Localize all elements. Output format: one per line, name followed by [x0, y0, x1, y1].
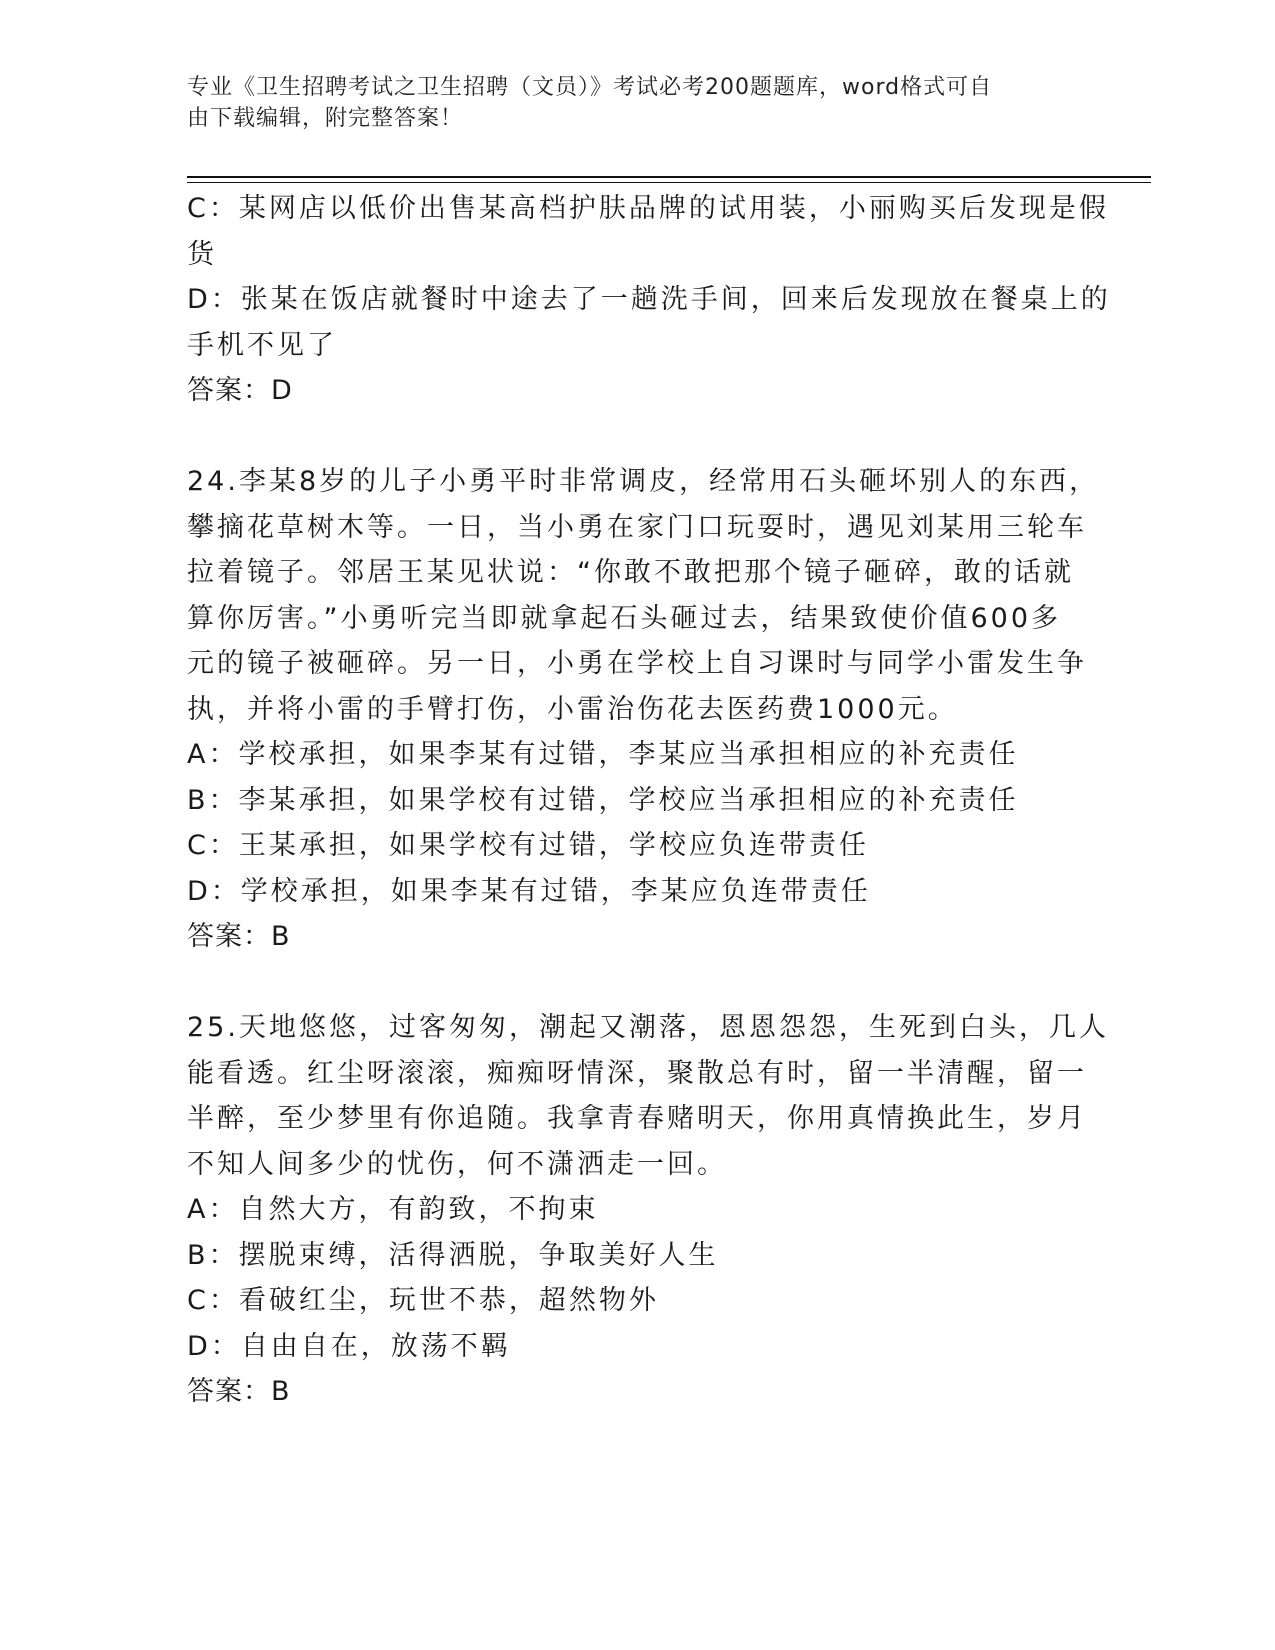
question-stem-line: 25.天地悠悠，过客匆匆，潮起又潮落，恩恩怨怨，生死到白头，几人 [187, 1012, 1109, 1043]
option-b: B：摆脱束缚，活得洒脱，争取美好人生 [187, 1239, 719, 1271]
question-stem-line: 半醉，至少梦里有你追随。我拿青春赌明天，你用真情换此生，岁月 [187, 1103, 1087, 1134]
question-stem-line: 执，并将小雷的手臂打伤，小雷治伤花去医药费1000元。 [187, 693, 958, 725]
option-c: C：看破红尘，玩世不恭，超然物外 [187, 1285, 659, 1316]
header-rule-thin [187, 182, 1151, 183]
question-stem-line: 能看透。红尘呀滚滚，痴痴呀情深，聚散总有时，留一半清醒，留一 [187, 1057, 1087, 1089]
option-b: B：李某承担，如果学校有过错，学校应当承担相应的补充责任 [187, 784, 1019, 816]
page-header [187, 72, 1067, 134]
header-line-2: 由下载编辑，附完整答案！ [187, 106, 464, 131]
document-body [187, 186, 1111, 1415]
option-a: A：学校承担，如果李某有过错，李某应当承担相应的补充责任 [187, 739, 1019, 770]
question-stem-line: 算你厉害。”小勇听完当即就拿起石头砸过去，结果致使价值600多 [187, 602, 1062, 634]
option-d: D：自由自在，放荡不羁 [187, 1330, 511, 1362]
answer: 答案：B [187, 1376, 291, 1407]
option-d: D：学校承担，如果李某有过错，李某应负连带责任 [187, 875, 871, 907]
question-stem-line: 攀摘花草树木等。一日，当小勇在家门口玩耍时，遇见刘某用三轮车 [187, 511, 1087, 543]
header-rule-thick [187, 176, 1151, 178]
header-line-1: 专业《卫生招聘考试之卫生招聘（文员）》考试必考200题题库，word格式可自 [187, 75, 993, 100]
option-c-line: 货 [187, 238, 217, 270]
option-d-line: 手机不见了 [187, 329, 337, 361]
question-stem-line: 拉着镜子。邻居王某见状说：“你敢不敢把那个镜子砸碎，敢的话就 [187, 557, 1074, 588]
question-stem-line: 24.李某8岁的儿子小勇平时非常调皮，经常用石头砸坏别人的东西， [187, 466, 1100, 497]
option-d-line: D：张某在饭店就餐时中途去了一趟洗手间，回来后发现放在餐桌上的 [187, 284, 1111, 315]
option-a: A：自然大方，有韵致，不拘束 [187, 1194, 599, 1225]
question-25 [187, 1005, 1109, 1415]
question-23 [187, 186, 1111, 414]
question-24 [187, 459, 1100, 960]
answer: 答案：B [187, 921, 291, 952]
option-c-line: C：某网店以低价出售某高档护肤品牌的试用装，小丽购买后发现是假 [187, 193, 1109, 224]
question-stem-line: 不知人间多少的忧伤，何不潇洒走一回。 [187, 1148, 727, 1180]
spacer [187, 960, 1087, 1006]
question-stem-line: 元的镜子被砸碎。另一日，小勇在学校上自习课时与同学小雷发生争 [187, 648, 1087, 679]
answer: 答案：D [187, 375, 293, 406]
option-c: C：王某承担，如果学校有过错，学校应负连带责任 [187, 830, 869, 861]
spacer [187, 414, 1087, 460]
